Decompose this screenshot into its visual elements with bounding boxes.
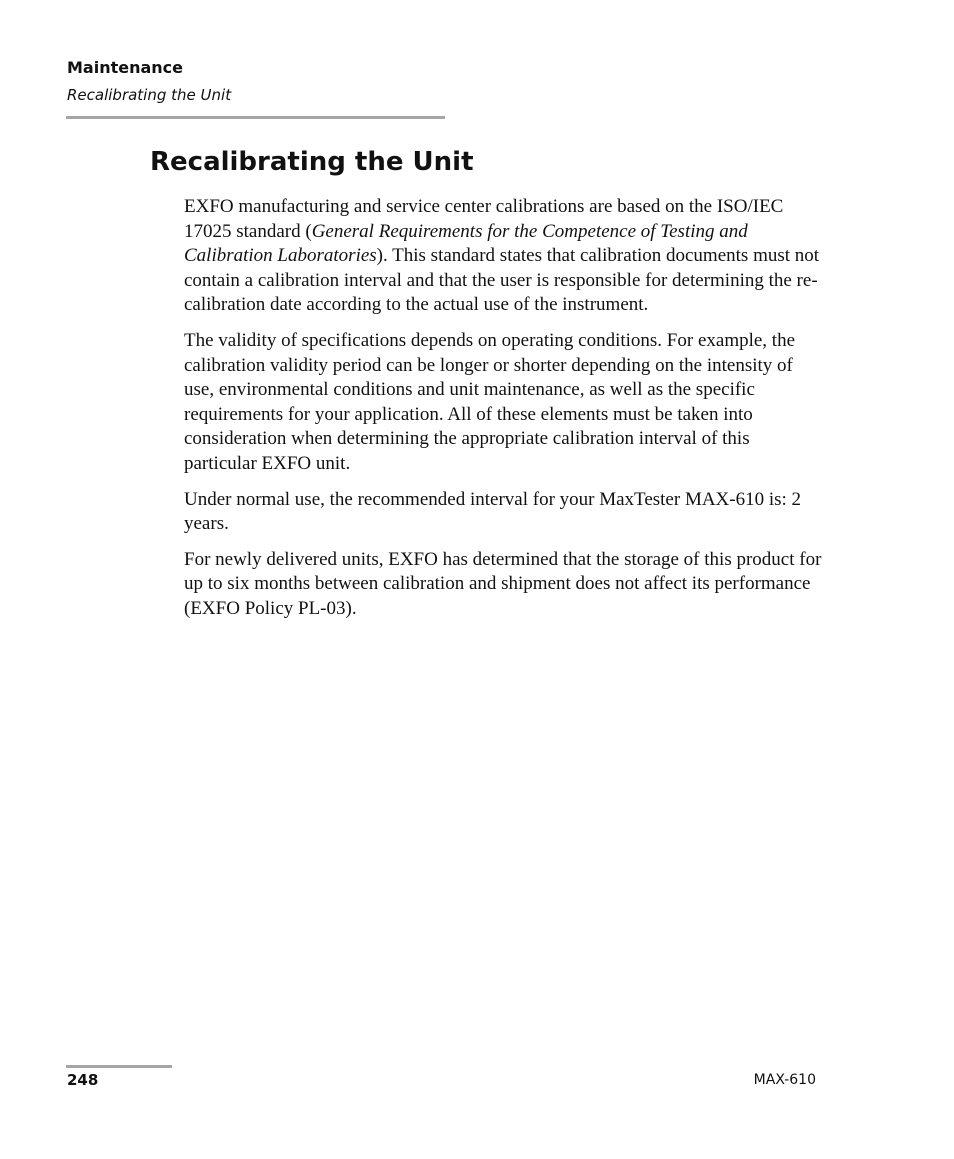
header-section-title: Maintenance (67, 58, 184, 77)
paragraph-standard (184, 195, 824, 318)
page-number: 248 (67, 1071, 99, 1089)
header-divider (66, 116, 445, 119)
header-subsection-title: Recalibrating the Unit (67, 86, 232, 104)
standard-title: General Requirements for the Competence of Testing and Calibration Laboratories (184, 220, 748, 267)
paragraph-interval: Under normal use, the recommended interval for your MaxTester MAX-610 is: 2 years. (184, 488, 802, 535)
footer-divider (66, 1065, 172, 1068)
paragraph-standard-rest: ). This standard states that calibration documents must not contain a calibration interval and that the user is responsible for determining the re-calibration date according to the actual use of the instrument. (184, 245, 820, 316)
body-text (184, 195, 824, 633)
page-title: Recalibrating the Unit (150, 147, 474, 177)
paragraph-validity: The validity of specifications depends on operating conditions. For example, the calibration validity period can be longer or shorter depending on the intensity of use, environmental conditions and unit maintenance, as well as the specific requirements for your application. All of these elements must be taken into consideration when determining the appropriate calibration interval of this particular EXFO unit. (184, 329, 796, 474)
paragraph-standard-intro: EXFO manufacturing and service center calibrations are based on the ISO/IEC 17025 standard ( (184, 196, 784, 242)
product-name: MAX-610 (753, 1072, 816, 1088)
running-header (67, 57, 445, 105)
paragraph-storage: For newly delivered units, EXFO has determined that the storage of this product for up to six months between calibration and shipment does not affect its performance (EXFO Policy PL-03). (184, 548, 822, 619)
